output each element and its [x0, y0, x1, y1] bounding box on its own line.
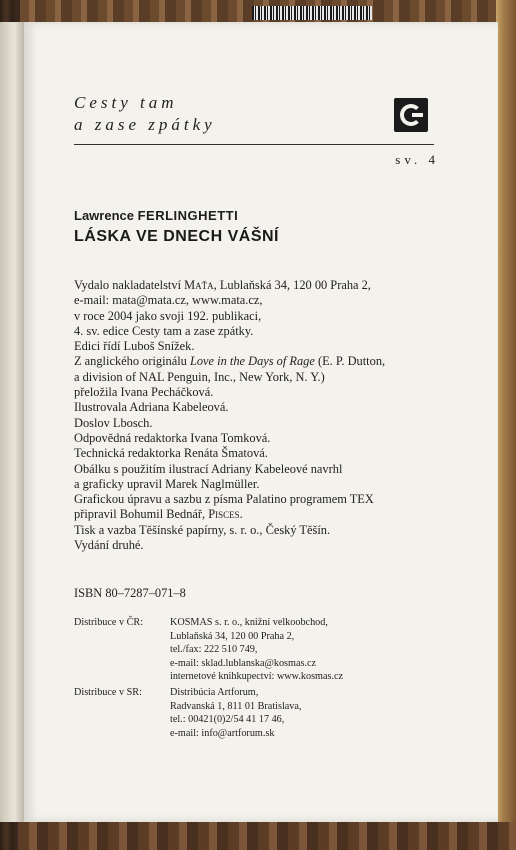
author-first-name: Lawrence [74, 208, 134, 223]
series-title-line-2: a zase zpátky [74, 115, 216, 134]
imprint-line: Doslov Lbosch. [74, 415, 153, 430]
distribution-cz-label: Distribuce v ČR: [74, 617, 144, 628]
facing-page-edge [0, 22, 24, 822]
isbn: ISBN 80–7287–071–8 [74, 586, 186, 600]
distribution-line: e-mail: info@artforum.sk [170, 727, 275, 739]
series-title [74, 92, 216, 136]
imprint-line: Edici řídí Luboš Snížek. [74, 339, 195, 354]
imprint-line: Tisk a vazba Těšínské papírny, s. r. o., Český Těšín. [74, 522, 331, 537]
distribution-line: tel.: 00421(0)2/54 41 17 46, [170, 714, 285, 725]
book-right-edge [496, 0, 516, 850]
distribution-line: Radvanská 1, 811 01 Bratislava, [170, 700, 302, 712]
distribution-sr-label: Distribuce v SR: [74, 687, 142, 698]
book-title: LÁSKA VE DNECH VÁŠNÍ [74, 228, 279, 245]
distribution-line: Distribúcia Artforum, [170, 687, 259, 698]
author-last-name: FERLINGHETTI [137, 208, 239, 223]
imprint-line: Grafickou úpravu a sazbu z písma Palatino programem TEX [74, 492, 374, 507]
imprint-line: a graficky upravil Marek Naglmüller. [74, 476, 260, 491]
imprint-line: připravil Bohumil Bednář, Pisces. [74, 507, 243, 522]
author-name [74, 208, 238, 223]
imprint-line: Vydalo nakladatelství Maťa, Lublaňská 34, 120 00 Praha 2, [74, 278, 371, 292]
imprint-line: Odpovědná redaktorka Ivana Tomková. [74, 430, 271, 445]
c-logo-icon [394, 98, 428, 132]
imprint-text [74, 278, 454, 553]
distribution-line: tel./fax: 222 510 749, [170, 644, 258, 655]
header-rule [74, 144, 434, 145]
imprint-line: Vydání druhé. [74, 538, 144, 553]
distribution-line: KOSMAS s. r. o., knižní velkoobchod, [170, 617, 328, 628]
barcode-strip [252, 6, 372, 20]
series-title-line-1: Cesty tam [74, 93, 178, 112]
distribution-cz-lines [170, 616, 460, 684]
imprint-line: Z anglického originálu Love in the Days of Rage (E. P. Dutton, [74, 354, 386, 369]
imprint-line: Ilustrovala Adriana Kabeleová. [74, 400, 229, 415]
book-bottom-edge [18, 822, 516, 850]
imprint-line: Obálku s použitím ilustrací Adriany Kabeleové navrhl [74, 461, 343, 476]
distribution-line: internetové knihkupectví: www.kosmas.cz [170, 671, 344, 682]
imprint-line: 4. sv. edice Cesty tam a zase zpátky. [74, 323, 254, 338]
distribution-line: e-mail: sklad.lublanska@kosmas.cz [170, 657, 317, 669]
imprint-page [24, 22, 498, 822]
imprint-line: v roce 2004 jako svoji 192. publikaci, [74, 308, 262, 323]
imprint-line: přeložila Ivana Pecháčková. [74, 385, 214, 400]
distribution-line: Lublaňská 34, 120 00 Praha 2, [170, 630, 295, 642]
imprint-line: Technická redaktorka Renáta Šmatová. [74, 446, 268, 461]
volume-number: sv. 4 [395, 152, 439, 167]
distribution-sr-lines [170, 686, 460, 740]
imprint-line: a division of NAL Penguin, Inc., New York, N. Y.) [74, 369, 325, 384]
imprint-line: e-mail: mata@mata.cz, www.mata.cz, [74, 293, 263, 308]
